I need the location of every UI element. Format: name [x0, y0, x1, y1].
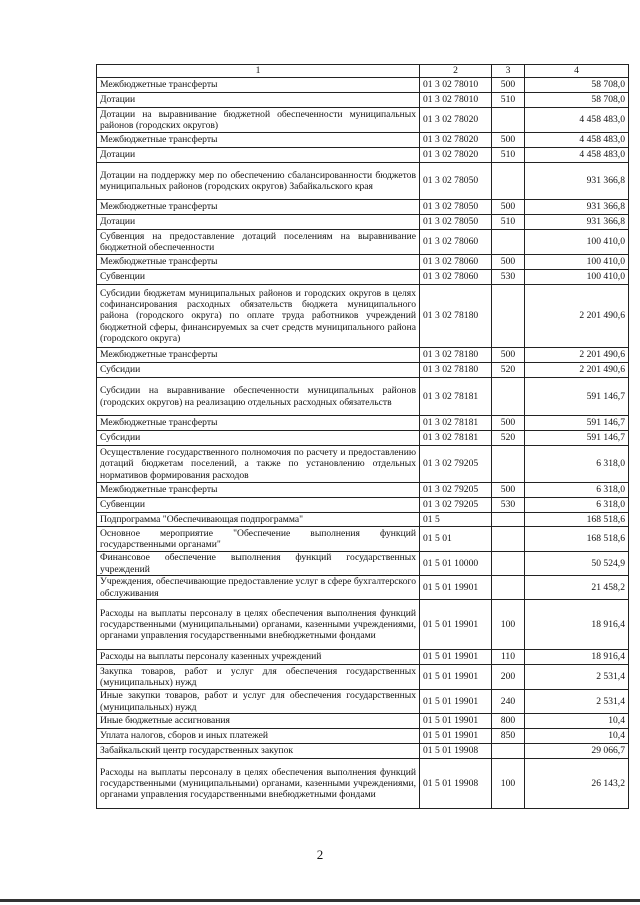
row-code: 01 3 02 78020: [420, 108, 492, 133]
table-row: [97, 729, 629, 744]
row-name: Субсидии бюджетам муниципальных районов и городских округов в целях софинансирования расходных обязательств бюджета муниципального района (городского округа) по оплате труда работников учреждений бюджетной сферы, финансируемых за счет средств муниципального района (городского округа): [97, 285, 420, 348]
row-amount: 58 708,0: [525, 93, 629, 108]
row-expense-type: 200: [492, 665, 525, 690]
table-row: [97, 78, 629, 93]
row-expense-type: [492, 285, 525, 348]
row-name: Субвенция на предоставление дотаций поселениям на выравнивание бюджетной обеспеченности: [97, 230, 420, 255]
row-name: Межбюджетные трансферты: [97, 200, 420, 215]
row-code: 01 5 01 10000: [420, 552, 492, 576]
table-row: [97, 215, 629, 230]
row-code: 01 5 01 19908: [420, 744, 492, 759]
row-name: Субсидии: [97, 431, 420, 446]
table-row: [97, 446, 629, 483]
row-code: 01 3 02 78020: [420, 148, 492, 163]
row-amount: 2 201 490,6: [525, 348, 629, 363]
row-amount: 168 518,6: [525, 513, 629, 527]
row-expense-type: 800: [492, 714, 525, 729]
row-amount: 29 066,7: [525, 744, 629, 759]
row-amount: 100 410,0: [525, 230, 629, 255]
table-row: [97, 348, 629, 363]
row-name: Межбюджетные трансферты: [97, 348, 420, 363]
table-row: [97, 416, 629, 431]
row-code: 01 3 02 78060: [420, 270, 492, 285]
row-amount: 168 518,6: [525, 527, 629, 552]
row-expense-type: 100: [492, 759, 525, 809]
row-expense-type: 500: [492, 200, 525, 215]
row-name: Субсидии: [97, 363, 420, 378]
row-expense-type: 530: [492, 498, 525, 513]
row-amount: 2 531,4: [525, 690, 629, 714]
table-row: [97, 600, 629, 650]
row-name: Субвенции: [97, 498, 420, 513]
row-amount: 26 143,2: [525, 759, 629, 809]
row-code: 01 3 02 79205: [420, 498, 492, 513]
table-row: [97, 498, 629, 513]
row-name: Дотации на выравнивание бюджетной обеспеченности муниципальных районов (городских округов): [97, 108, 420, 133]
row-amount: 4 458 483,0: [525, 108, 629, 133]
row-name: Субвенции: [97, 270, 420, 285]
budget-table: [96, 64, 629, 809]
row-name: Дотации на поддержку мер по обеспечению сбалансированности бюджетов муниципальных районов (городских округов) Забайкальского края: [97, 163, 420, 200]
table-row: [97, 108, 629, 133]
row-name: Дотации: [97, 148, 420, 163]
table-row: [97, 93, 629, 108]
table-row: [97, 148, 629, 163]
row-expense-type: 240: [492, 690, 525, 714]
header-col-3: 3: [492, 65, 525, 78]
row-code: 01 5 01 19908: [420, 759, 492, 809]
row-expense-type: 500: [492, 483, 525, 498]
row-name: Межбюджетные трансферты: [97, 133, 420, 148]
header-col-1: 1: [97, 65, 420, 78]
row-amount: 2 201 490,6: [525, 363, 629, 378]
table-row: [97, 230, 629, 255]
budget-table-body: [97, 65, 629, 809]
row-name: Иные бюджетные ассигнования: [97, 714, 420, 729]
row-expense-type: 530: [492, 270, 525, 285]
row-amount: 591 146,7: [525, 416, 629, 431]
row-expense-type: 510: [492, 93, 525, 108]
row-amount: 6 318,0: [525, 446, 629, 483]
row-expense-type: 520: [492, 431, 525, 446]
table-row: [97, 552, 629, 576]
row-name: Финансовое обеспечение выполнения функций государственных учреждений: [97, 552, 420, 576]
row-code: 01 5 01 19901: [420, 576, 492, 600]
row-code: 01 5 01: [420, 527, 492, 552]
row-name: Осуществление государственного полномочия по расчету и предоставлению дотаций бюджетам поселений, а также по установлению отдельных нормативов формирования расходов: [97, 446, 420, 483]
row-code: 01 5 01 19901: [420, 714, 492, 729]
row-name: Забайкальский центр государственных закупок: [97, 744, 420, 759]
row-name: Субсидии на выравнивание обеспеченности муниципальных районов (городских округов) на реализацию отдельных расходных обязательств: [97, 378, 420, 416]
row-code: 01 5 01 19901: [420, 690, 492, 714]
row-amount: 4 458 483,0: [525, 148, 629, 163]
row-name: Закупка товаров, работ и услуг для обеспечения государственных (муниципальных) нужд: [97, 665, 420, 690]
row-expense-type: [492, 576, 525, 600]
row-name: Межбюджетные трансферты: [97, 78, 420, 93]
row-code: 01 5 01 19901: [420, 650, 492, 665]
row-amount: 2 531,4: [525, 665, 629, 690]
header-row: [97, 65, 629, 78]
row-name: Расходы на выплаты персоналу в целях обеспечения выполнения функций государственными (муниципальными) органами, казенными учреждениями, органами управления государственными внебюджетными фондами: [97, 759, 420, 809]
table-row: [97, 759, 629, 809]
row-amount: 10,4: [525, 729, 629, 744]
row-name: Основное мероприятие "Обеспечение выполнения функций государственными органами": [97, 527, 420, 552]
table-row: [97, 163, 629, 200]
row-code: 01 3 02 78181: [420, 378, 492, 416]
row-expense-type: 500: [492, 348, 525, 363]
row-expense-type: 100: [492, 600, 525, 650]
table-row: [97, 576, 629, 600]
row-expense-type: [492, 552, 525, 576]
row-amount: 6 318,0: [525, 483, 629, 498]
row-code: 01 5 01 19901: [420, 600, 492, 650]
row-code: 01 3 02 79205: [420, 483, 492, 498]
table-row: [97, 650, 629, 665]
row-code: 01 3 02 78181: [420, 416, 492, 431]
row-expense-type: [492, 527, 525, 552]
header-col-2: 2: [420, 65, 492, 78]
row-name: Межбюджетные трансферты: [97, 416, 420, 431]
row-expense-type: [492, 744, 525, 759]
row-code: 01 3 02 78180: [420, 348, 492, 363]
row-expense-type: 500: [492, 416, 525, 431]
row-code: 01 5 01 19901: [420, 665, 492, 690]
row-expense-type: 500: [492, 78, 525, 93]
row-code: 01 3 02 78060: [420, 230, 492, 255]
row-code: 01 3 02 78180: [420, 285, 492, 348]
row-name: Межбюджетные трансферты: [97, 483, 420, 498]
row-expense-type: [492, 513, 525, 527]
row-name: Межбюджетные трансферты: [97, 255, 420, 270]
table-row: [97, 483, 629, 498]
row-expense-type: [492, 108, 525, 133]
row-code: 01 3 02 78050: [420, 200, 492, 215]
row-amount: 100 410,0: [525, 255, 629, 270]
row-code: 01 5: [420, 513, 492, 527]
row-code: 01 3 02 78181: [420, 431, 492, 446]
page-number: 2: [316, 847, 324, 862]
row-amount: 6 318,0: [525, 498, 629, 513]
table-row: [97, 431, 629, 446]
row-expense-type: 500: [492, 133, 525, 148]
row-code: 01 3 02 78060: [420, 255, 492, 270]
table-row: [97, 133, 629, 148]
row-amount: 10,4: [525, 714, 629, 729]
row-expense-type: 110: [492, 650, 525, 665]
row-code: 01 3 02 78010: [420, 78, 492, 93]
row-amount: 931 366,8: [525, 163, 629, 200]
row-amount: 58 708,0: [525, 78, 629, 93]
table-row: [97, 285, 629, 348]
table-row: [97, 714, 629, 729]
row-expense-type: 510: [492, 148, 525, 163]
row-code: 01 3 02 78010: [420, 93, 492, 108]
row-expense-type: 850: [492, 729, 525, 744]
row-name: Дотации: [97, 215, 420, 230]
row-name: Дотации: [97, 93, 420, 108]
table-row: [97, 513, 629, 527]
row-amount: 591 146,7: [525, 378, 629, 416]
row-name: Учреждения, обеспечивающие предоставление услуг в сфере бухгалтерского обслуживания: [97, 576, 420, 600]
row-code: 01 3 02 79205: [420, 446, 492, 483]
table-row: [97, 200, 629, 215]
table-row: [97, 270, 629, 285]
row-amount: 50 524,9: [525, 552, 629, 576]
row-amount: 18 916,4: [525, 600, 629, 650]
table-row: [97, 744, 629, 759]
table-row: [97, 665, 629, 690]
row-name: Подпрограмма "Обеспечивающая подпрограмма": [97, 513, 420, 527]
row-amount: 591 146,7: [525, 431, 629, 446]
row-name: Расходы на выплаты персоналу в целях обеспечения выполнения функций государственными (муниципальными) органами, казенными учреждениями, органами управления государственными внебюджетными фондами: [97, 600, 420, 650]
row-expense-type: [492, 446, 525, 483]
row-amount: 2 201 490,6: [525, 285, 629, 348]
table-row: [97, 255, 629, 270]
table-row: [97, 527, 629, 552]
row-amount: 18 916,4: [525, 650, 629, 665]
row-expense-type: 500: [492, 255, 525, 270]
row-code: 01 3 02 78020: [420, 133, 492, 148]
row-code: 01 5 01 19901: [420, 729, 492, 744]
table-row: [97, 690, 629, 714]
row-amount: 21 458,2: [525, 576, 629, 600]
row-name: Расходы на выплаты персоналу казенных учреждений: [97, 650, 420, 665]
row-amount: 931 366,8: [525, 215, 629, 230]
table-row: [97, 363, 629, 378]
bottom-rule: [0, 899, 640, 902]
row-code: 01 3 02 78180: [420, 363, 492, 378]
row-amount: 931 366,8: [525, 200, 629, 215]
row-expense-type: 510: [492, 215, 525, 230]
row-expense-type: [492, 230, 525, 255]
table-row: [97, 378, 629, 416]
row-expense-type: [492, 163, 525, 200]
row-name: Уплата налогов, сборов и иных платежей: [97, 729, 420, 744]
row-name: Иные закупки товаров, работ и услуг для обеспечения государственных (муниципальных) нужд: [97, 690, 420, 714]
row-expense-type: 520: [492, 363, 525, 378]
row-code: 01 3 02 78050: [420, 163, 492, 200]
header-col-4: 4: [525, 65, 629, 78]
row-code: 01 3 02 78050: [420, 215, 492, 230]
row-expense-type: [492, 378, 525, 416]
row-amount: 100 410,0: [525, 270, 629, 285]
row-amount: 4 458 483,0: [525, 133, 629, 148]
